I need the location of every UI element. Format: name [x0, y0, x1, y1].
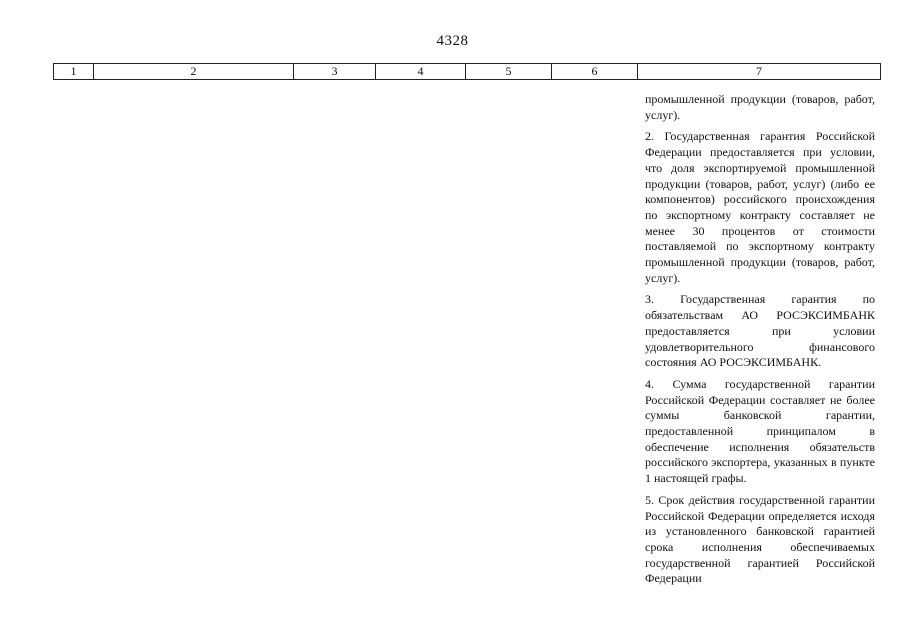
column-7-text — [645, 92, 875, 587]
column-number-6: 6 — [552, 64, 638, 80]
column-number-4: 4 — [376, 64, 466, 80]
paragraph-2: 2. Государственная гарантия Российской Федерации предоставляется при условии, что доля экспортируемой промышленной продукции (товаров, работ, услуг) (либо ее компонентов) российского происхождения по экспортному контракту составляет не менее 30 процентов от стоимости поставляемой по экспортному контракту промышленной продукции (товаров, работ, услуг). — [645, 129, 875, 285]
table-header-row — [54, 64, 881, 80]
paragraph-3: 3. Государственная гарантия по обязательствам АО РОСЭКСИМБАНК предоставляется при условии удовлетворительного финансового состояния АО РОСЭКСИМБАНК. — [645, 292, 875, 370]
column-number-1: 1 — [54, 64, 94, 80]
table-header — [53, 63, 881, 80]
paragraph-5: 5. Срок действия государственной гарантии Российской Федерации определяется исходя из установленного банковской гарантией срока исполнения обеспечиваемых государственной гарантией Российской Федерации — [645, 492, 875, 586]
paragraph-4: 4. Сумма государственной гарантии Российской Федерации составляет не более суммы банковской гарантии, предоставленной принципалом в обеспечение исполнения обязательств российского экспортера, указанных в пункте 1 настоящей графы. — [645, 376, 875, 486]
column-number-3: 3 — [294, 64, 376, 80]
column-number-5: 5 — [466, 64, 552, 80]
page-number: 4328 — [436, 33, 469, 49]
paragraph-continuation: промышленной продукции (товаров, работ, услуг). — [645, 92, 875, 122]
column-number-2: 2 — [94, 64, 294, 80]
column-number-7: 7 — [638, 64, 881, 80]
